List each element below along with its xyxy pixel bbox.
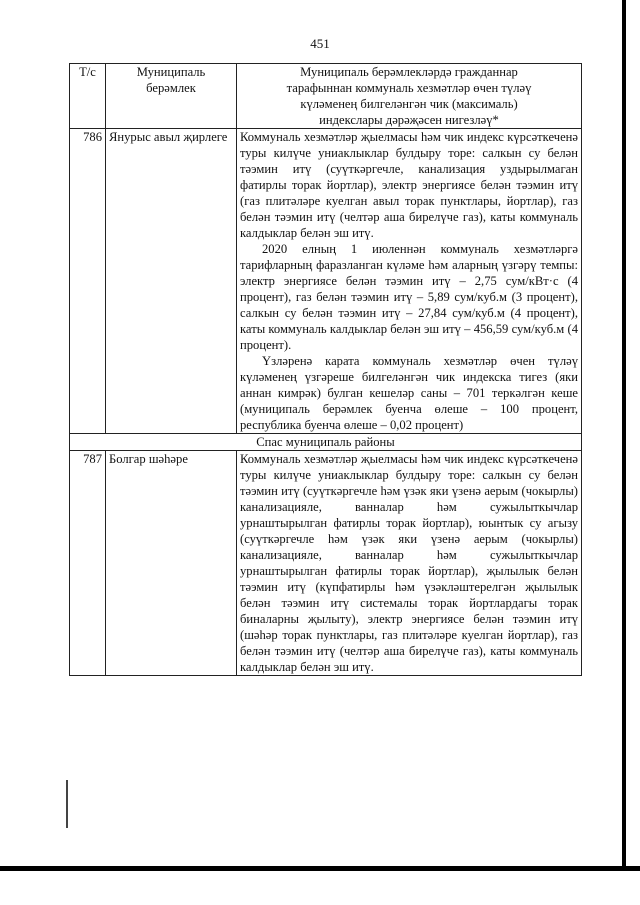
row-paragraph: Коммуналь хезмәтләр җыелмасы һәм чик индекс күрсәткеченә туры килүче униаклыклар булдыру торе: салкын су белән тәэмин итү (суүткәргечле һәм үзәк яки үзенә аерым (чокырлы) канализацияле, ванналар һәм сужылыткычлар урнаштырылган фатирлы торак йортлар), юынтык су агызу (суүткәргечле һәм үзәк яки үзенә аерым (чокырлы) канализацияле, ванналар һәм сужылыткычлар урнаштырылган фатирлы торак йортлар), җылылык белән тәэмин итү (күпфатирлы һәм үзәкләштерелгән җылылык белән тәэмин итү системалы торак йортлардагы торак биналарны җылыту), электр энергиясе белән тәэмин итү (шәһәр торак пунктлары, газ плитәләре куелган йортлар), газ белән тәэмин итү (челтәр аша бирелүче газ), каты коммуналь калдыклар белән эш итү. bbox=[240, 452, 578, 674]
header-number: Т/с bbox=[70, 64, 106, 129]
header-municipality-line: берәмлек bbox=[146, 81, 196, 95]
row-number: 787 bbox=[70, 451, 106, 676]
row-municipality: Янурыс авыл җирлеге bbox=[106, 129, 237, 434]
header-justification bbox=[237, 64, 582, 129]
header-justification-line: Муниципаль берәмлекләрдә гражданнар bbox=[300, 65, 518, 79]
row-justification bbox=[237, 451, 582, 676]
header-municipality-line: Муниципаль bbox=[136, 65, 206, 79]
header-justification-line: индекслары дәрәҗәсен нигезләү* bbox=[319, 113, 499, 127]
document-table bbox=[69, 63, 582, 676]
scan-margin-mark bbox=[66, 780, 68, 828]
table-header-row bbox=[70, 64, 582, 129]
header-justification-line: тарафыннан коммуналь хезмәтләр өчен түләү bbox=[286, 81, 532, 95]
header-municipality bbox=[106, 64, 237, 129]
page-number: 451 bbox=[310, 36, 330, 51]
district-row bbox=[70, 434, 582, 451]
header-justification-line: күләменең билгеләнгән чик (максималь) bbox=[300, 97, 518, 111]
district-name: Спас муниципаль районы bbox=[70, 434, 582, 451]
row-paragraph: 2020 елның 1 июленнән коммуналь хезмәтләргә тарифларның фаразланган күләме һәм аларның үзгәрү темпы: электр энергиясе белән тәэмин итү – 2,75 сум/кВт·с (4 процент), газ белән тәэмин итү – 5,89 сум/куб.м (3 процент), салкын су белән тәэмин итү – 27,84 сум/куб.м (4 процент), каты коммуналь калдыклар белән эш итү – 456,59 сум/куб.м (4 процент). bbox=[240, 242, 578, 352]
scan-bottom-bar bbox=[0, 866, 640, 871]
row-justification bbox=[237, 129, 582, 434]
row-number: 786 bbox=[70, 129, 106, 434]
row-municipality: Болгар шәһәре bbox=[106, 451, 237, 676]
scan-edge-bar bbox=[622, 0, 626, 866]
row-paragraph: Коммуналь хезмәтләр җыелмасы һәм чик индекс күрсәткеченә туры килүче униаклыклар булдыру торе: салкын су белән тәэмин итү (суүткәргечле, канализация уздырылмаган фатирлы торак йортлар), электр энергиясе белән тәэмин итү (газ плитәләре куелган авыл торак пунктлары, йортлар), газ белән тәэмин итү (челтәр аша бирелүче газ), каты коммуналь калдыклар белән эш итү. bbox=[240, 130, 578, 240]
table-row bbox=[70, 451, 582, 676]
row-paragraph: Үзләренә карата коммуналь хезмәтләр өчен түләү күләменең үзгәреше билгеләнгән чик индекска тигез (яки аннан кимрәк) булган кешеләр саны – 701 теркәлгән кеше (муниципаль берәмлек буенча өлеше – 100 процент, республика буенча өлеше – 0,02 процент) bbox=[240, 354, 578, 432]
table-row bbox=[70, 129, 582, 434]
